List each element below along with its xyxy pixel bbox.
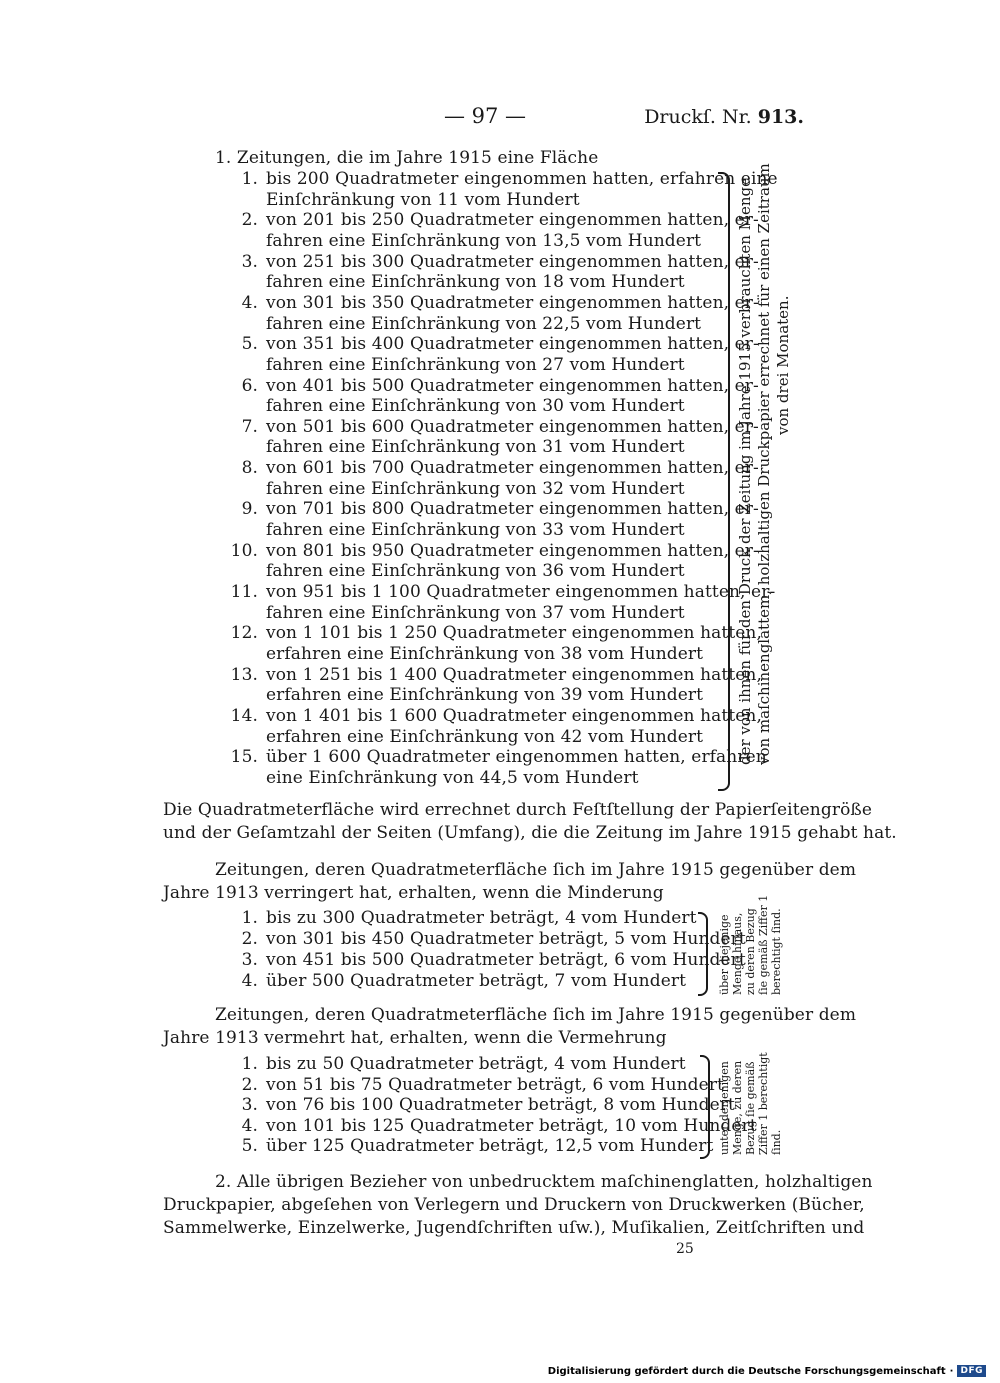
side-note-line: über diejenige: [718, 914, 731, 995]
list-item-number: 13.: [230, 664, 258, 685]
list-item: [222, 334, 759, 354]
side-note-line: berechtigt ſind.: [770, 908, 783, 995]
list-item: [222, 1116, 757, 1136]
list-item-text: von 301 bis 350 Quadratmeter eingenommen hatten, er-: [266, 292, 759, 313]
section3-bracket: [700, 1055, 710, 1159]
side-note-line: Ziffer 1 berechtigt: [757, 1052, 770, 1155]
list-item-number: 10.: [230, 540, 258, 561]
side-note-line: ſie gemäß Ziffer 1: [757, 894, 770, 995]
list-item-number: 7.: [241, 416, 258, 437]
list-item-number: 4.: [241, 1115, 258, 1136]
list-item-number: 4.: [241, 292, 258, 313]
paragraph-line: Die Quadratmeterfläche wird errechnet durch Feſtſtellung der Papierſeitengröße: [163, 800, 873, 820]
side-note-line: Menge, zu deren: [731, 1060, 744, 1155]
list-item: [222, 747, 767, 767]
list-item-number: 15.: [230, 747, 258, 768]
list-item: [222, 706, 762, 726]
list-item-text: von 701 bis 800 Quadratmeter eingenommen hatten, er-: [266, 499, 759, 520]
list-item-text: von 451 bis 500 Quadratmeter beträgt, 6 vom Hundert: [266, 950, 746, 970]
list-item-text: von 501 bis 600 Quadratmeter eingenommen hatten, er-: [266, 416, 759, 437]
list-item-number: 12.: [230, 623, 258, 644]
list-item-number: 3.: [241, 251, 258, 272]
list-item-text: von 1 251 bis 1 400 Quadratmeter eingenommen hatten,: [266, 664, 762, 685]
list-item: [222, 541, 759, 561]
side-note-line: zu deren Bezug: [744, 908, 757, 995]
list-item: [222, 665, 762, 685]
list-item: [222, 417, 759, 437]
section2-side-note: [718, 895, 783, 995]
list-item-number: 14.: [230, 705, 258, 726]
section1-intro: 1. Zeitungen, die im Jahre 1915 eine Fläche: [215, 148, 599, 168]
list-item-number: 9.: [241, 499, 258, 520]
list-item-text: bis zu 300 Quadratmeter beträgt, 4 vom Hundert: [266, 908, 697, 928]
side-note-line: Bezug ſie gemäß: [744, 1061, 757, 1155]
side-note-line: unter derjenigen: [718, 1061, 731, 1155]
list-item-number: 4.: [241, 971, 258, 991]
list-item-continuation: fahren eine Einſchränkung von 27 vom Hundert: [266, 354, 685, 375]
list-item-continuation: fahren eine Einſchränkung von 36 vom Hundert: [266, 561, 685, 582]
list-item: [222, 499, 759, 519]
list-item-number: 3.: [241, 1095, 258, 1116]
list-item-number: 2.: [241, 210, 258, 231]
list-item-continuation: eine Einſchränkung von 44,5 vom Hundert: [266, 767, 639, 788]
list-item-number: 1.: [241, 1054, 258, 1074]
list-item-text: von 601 bis 700 Quadratmeter eingenommen hatten, er-: [266, 458, 759, 479]
list-item: [222, 210, 759, 230]
side-note-line: von drei Monaten.: [774, 295, 792, 435]
list-item: [222, 1136, 713, 1156]
signature-mark: 25: [676, 1241, 694, 1257]
list-item-text: von 251 bis 300 Quadratmeter eingenommen hatten, er-: [266, 251, 759, 272]
list-item-continuation: fahren eine Einſchränkung von 18 vom Hundert: [266, 272, 685, 293]
list-item: [222, 623, 762, 643]
list-item: [222, 458, 759, 478]
paragraph-line: Jahre 1913 verringert hat, erhalten, wenn die Minderung: [163, 883, 664, 903]
list-item-number: 2.: [241, 929, 258, 949]
side-note-line: von maſchinenglattem, holzhaltigen Druckpapier errechnet für einen Zeitraum: [755, 163, 773, 765]
list-item-text: von 1 101 bis 1 250 Quadratmeter eingenommen hatten,: [266, 623, 762, 644]
list-item: [222, 376, 759, 396]
list-item-continuation: fahren eine Einſchränkung von 31 vom Hundert: [266, 437, 685, 458]
list-item-text: von 51 bis 75 Quadratmeter beträgt, 6 vom Hundert: [266, 1074, 724, 1095]
list-item-text: von 351 bis 400 Quadratmeter eingenommen hatten, er-: [266, 334, 759, 355]
paragraph-line: und der Geſamtzahl der Seiten (Umfang), die die Zeitung im Jahre 1915 gehabt hat.: [163, 823, 897, 843]
paragraph-line: Jahre 1913 vermehrt hat, erhalten, wenn die Vermehrung: [163, 1028, 667, 1048]
list-item-text: über 125 Quadratmeter beträgt, 12,5 vom Hundert: [266, 1136, 714, 1157]
section1-bracket: [718, 172, 730, 791]
list-item-text: bis zu 50 Quadratmeter beträgt, 4 vom Hundert: [266, 1054, 686, 1074]
list-item-text: von 301 bis 450 Quadratmeter beträgt, 5 vom Hundert: [266, 929, 746, 949]
list-item-continuation: erfahren eine Einſchränkung von 38 vom Hundert: [266, 643, 704, 664]
paragraph-line: Zeitungen, deren Quadratmeterfläche ſich im Jahre 1915 gegenüber dem: [215, 860, 857, 880]
list-item: [222, 950, 746, 970]
side-note-line: der von ihnen für den Druck der Zeitung im Jahre 1915 verbrauchten Menge: [736, 177, 754, 765]
list-item-number: 6.: [241, 375, 258, 396]
list-item-number: 8.: [241, 458, 258, 479]
list-item-text: von 201 bis 250 Quadratmeter eingenommen hatten, er-: [266, 210, 759, 231]
list-item-text: über 1 600 Quadratmeter eingenommen hatten, erfahren: [266, 747, 767, 768]
list-item-text: von 1 401 bis 1 600 Quadratmeter eingenommen hatten,: [266, 705, 762, 726]
list-item-text: von 801 bis 950 Quadratmeter eingenommen hatten, er-: [266, 540, 759, 561]
list-item-number: 5.: [241, 1136, 258, 1157]
paragraph-line: Sammelwerke, Einzelwerke, Jugendſchriften uſw.), Muſikalien, Zeitſchriften und: [163, 1218, 865, 1238]
list-item-continuation: erfahren eine Einſchränkung von 39 vom Hundert: [266, 685, 704, 706]
paragraph-line: 2. Alle übrigen Bezieher von unbedrucktem maſchinenglatten, holzhaltigen: [215, 1172, 873, 1192]
list-item-text: von 101 bis 125 Quadratmeter beträgt, 10 vom Hundert: [266, 1115, 757, 1136]
dfg-logo: DFG: [957, 1365, 986, 1377]
list-item-continuation: fahren eine Einſchränkung von 13,5 vom Hundert: [266, 230, 702, 251]
list-item: [222, 908, 697, 928]
list-item-text: von 951 bis 1 100 Quadratmeter eingenommen hatten, er-: [266, 582, 776, 602]
list-item: [222, 293, 759, 313]
paragraph-line: Zeitungen, deren Quadratmeterfläche ſich im Jahre 1915 gegenüber dem: [215, 1005, 857, 1025]
list-item-continuation: erfahren eine Einſchränkung von 42 vom Hundert: [266, 726, 704, 747]
list-item: [222, 1095, 735, 1115]
list-item: [222, 169, 778, 189]
paragraph-line: Druckpapier, abgeſehen von Verlegern und Druckern von Druckwerken (Bücher,: [163, 1195, 865, 1215]
list-item-continuation: fahren eine Einſchränkung von 33 vom Hundert: [266, 520, 685, 540]
list-item: [222, 1075, 724, 1095]
list-item: [222, 582, 775, 602]
side-note-line: ſind.: [770, 1129, 783, 1155]
document-reference: [644, 106, 804, 128]
section3-side-note: [718, 1052, 783, 1155]
list-item-continuation: fahren eine Einſchränkung von 22,5 vom Hundert: [266, 313, 702, 334]
list-item-number: 2.: [241, 1074, 258, 1095]
list-item-number: 11.: [230, 582, 258, 602]
list-item: [222, 1054, 686, 1074]
doc-ref-prefix: Druckſ. Nr.: [644, 106, 752, 128]
doc-ref-number: 913.: [757, 106, 804, 128]
list-item: [222, 252, 759, 272]
list-item: [222, 971, 686, 991]
list-item-text: bis 200 Quadratmeter eingenommen hatten, erfahren eine: [266, 169, 778, 189]
list-item-text: von 76 bis 100 Quadratmeter beträgt, 8 vom Hundert: [266, 1095, 735, 1116]
digitization-footer: Digitalisierung gefördert durch die Deutsche Forschungsgemeinschaft · DFG: [548, 1365, 986, 1377]
list-item-continuation: fahren eine Einſchränkung von 37 vom Hundert: [266, 602, 685, 623]
list-item-text: über 500 Quadratmeter beträgt, 7 vom Hundert: [266, 971, 687, 991]
list-item-number: 3.: [241, 950, 258, 970]
list-item-continuation: fahren eine Einſchränkung von 30 vom Hundert: [266, 396, 685, 417]
side-note-line: Menge hinaus,: [731, 912, 744, 995]
section1-side-note: [736, 163, 793, 765]
section2-bracket: [698, 912, 708, 996]
list-item-continuation: Einſchränkung von 11 vom Hundert: [266, 189, 580, 210]
list-item-text: von 401 bis 500 Quadratmeter eingenommen hatten, er-: [266, 375, 759, 396]
list-item-number: 1.: [241, 908, 258, 928]
page-number: — 97 —: [443, 104, 527, 128]
list-item: [222, 929, 746, 949]
footer-text: Digitalisierung gefördert durch die Deutsche Forschungsgemeinschaft: [547, 1365, 946, 1377]
list-item-number: 1.: [241, 169, 258, 189]
list-item-continuation: fahren eine Einſchränkung von 32 vom Hundert: [266, 478, 685, 499]
list-item-number: 5.: [241, 334, 258, 355]
